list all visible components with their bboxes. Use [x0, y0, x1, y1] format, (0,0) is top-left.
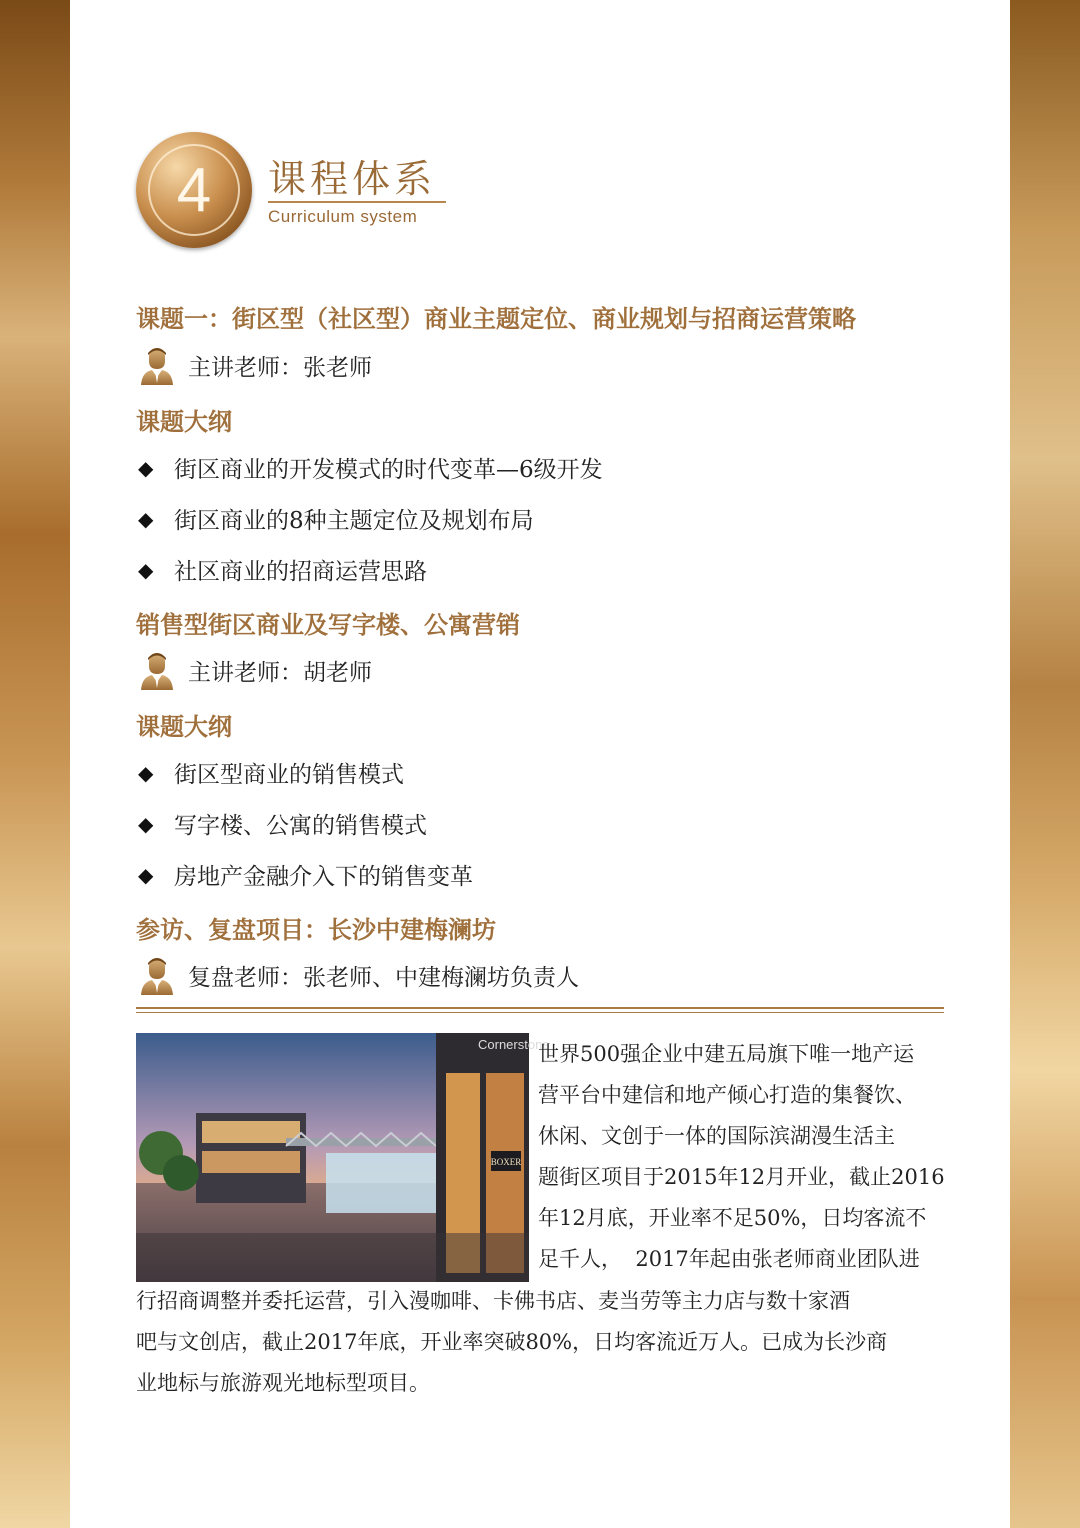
topic-3-title: 参访、复盘项目：长沙中建梅澜坊	[136, 916, 496, 944]
project-photo	[136, 1033, 550, 1282]
topic-1-title: 课题一：街区型（社区型）商业主题定位、商业规划与招商运营策略	[136, 305, 856, 333]
description-line: 题街区项目于2015年12月开业，截止2016	[538, 1165, 945, 1189]
diamond-bullet-icon: ◆	[138, 455, 154, 480]
topic-3-teacher: 复盘老师：张老师、中建梅澜坊负责人	[188, 964, 579, 991]
cornerstone-sign: Cornerstone	[478, 1037, 550, 1052]
teacher-icon	[140, 345, 174, 385]
topic-1-outline-label: 课题大纲	[136, 408, 232, 436]
teacher-icon	[140, 650, 174, 690]
list-item	[138, 502, 534, 535]
section-number-badge	[136, 132, 252, 248]
diamond-bullet-icon: ◆	[138, 557, 154, 582]
list-item-text: 社区商业的招商运营思路	[174, 559, 427, 585]
description-line: 营平台中建信和地产倾心打造的集餐饮、	[538, 1083, 916, 1107]
list-item-text: 街区商业的开发模式的时代变革—6级开发	[174, 457, 603, 483]
topic-3-teacher-row	[140, 955, 579, 995]
topic-2-teacher: 主讲老师：胡老师	[188, 659, 372, 686]
topic-2-teacher-row	[140, 650, 372, 690]
topic-1-teacher-row	[140, 345, 372, 385]
section-title-divider	[268, 201, 446, 203]
boxer-sign: BOXER	[490, 1157, 522, 1167]
list-item	[138, 756, 404, 789]
description-line: 年12月底，开业率不足50%，日均客流不	[538, 1206, 927, 1230]
diamond-bullet-icon: ◆	[138, 811, 154, 836]
diamond-bullet-icon: ◆	[138, 506, 154, 531]
divider	[136, 1007, 944, 1009]
list-item-text: 街区型商业的销售模式	[174, 762, 404, 788]
topic-2-outline-label: 课题大纲	[136, 713, 232, 741]
description-line: 休闲、文创于一体的国际滨湖漫生活主	[538, 1124, 895, 1148]
topic-1-teacher: 主讲老师：张老师	[188, 354, 372, 381]
list-item	[138, 451, 603, 484]
description-line: 世界500强企业中建五局旗下唯一地产运	[538, 1042, 915, 1066]
topic-2-title: 销售型街区商业及写字楼、公寓营销	[136, 611, 520, 639]
diamond-bullet-icon: ◆	[138, 862, 154, 887]
diamond-bullet-icon: ◆	[138, 760, 154, 785]
project-description-continued	[136, 1281, 948, 1404]
description-line: 足千人， 2017年起由张老师商业团队进	[538, 1247, 920, 1271]
divider	[136, 1012, 944, 1013]
section-title: 课程体系	[268, 157, 437, 201]
list-item	[138, 553, 427, 586]
description-line: 业地标与旅游观光地标型项目。	[136, 1371, 430, 1395]
teacher-icon	[140, 955, 174, 995]
list-item-text: 房地产金融介入下的销售变革	[174, 864, 473, 890]
description-line: 行招商调整并委托运营，引入漫咖啡、卡佛书店、麦当劳等主力店与数十家酒	[136, 1289, 850, 1313]
section-subtitle: Curriculum system	[268, 207, 418, 226]
list-item-text: 街区商业的8种主题定位及规划布局	[174, 508, 534, 534]
decorative-gold-border-left	[0, 0, 70, 1528]
project-description-beside-photo	[538, 1034, 950, 1280]
list-item-text: 写字楼、公寓的销售模式	[174, 813, 427, 839]
decorative-gold-border-right	[1010, 0, 1080, 1528]
list-item	[138, 807, 427, 840]
description-line: 吧与文创店，截止2017年底，开业率突破80%，日均客流近万人。已成为长沙商	[136, 1330, 888, 1354]
list-item	[138, 858, 473, 891]
section-number: 4	[148, 144, 240, 236]
